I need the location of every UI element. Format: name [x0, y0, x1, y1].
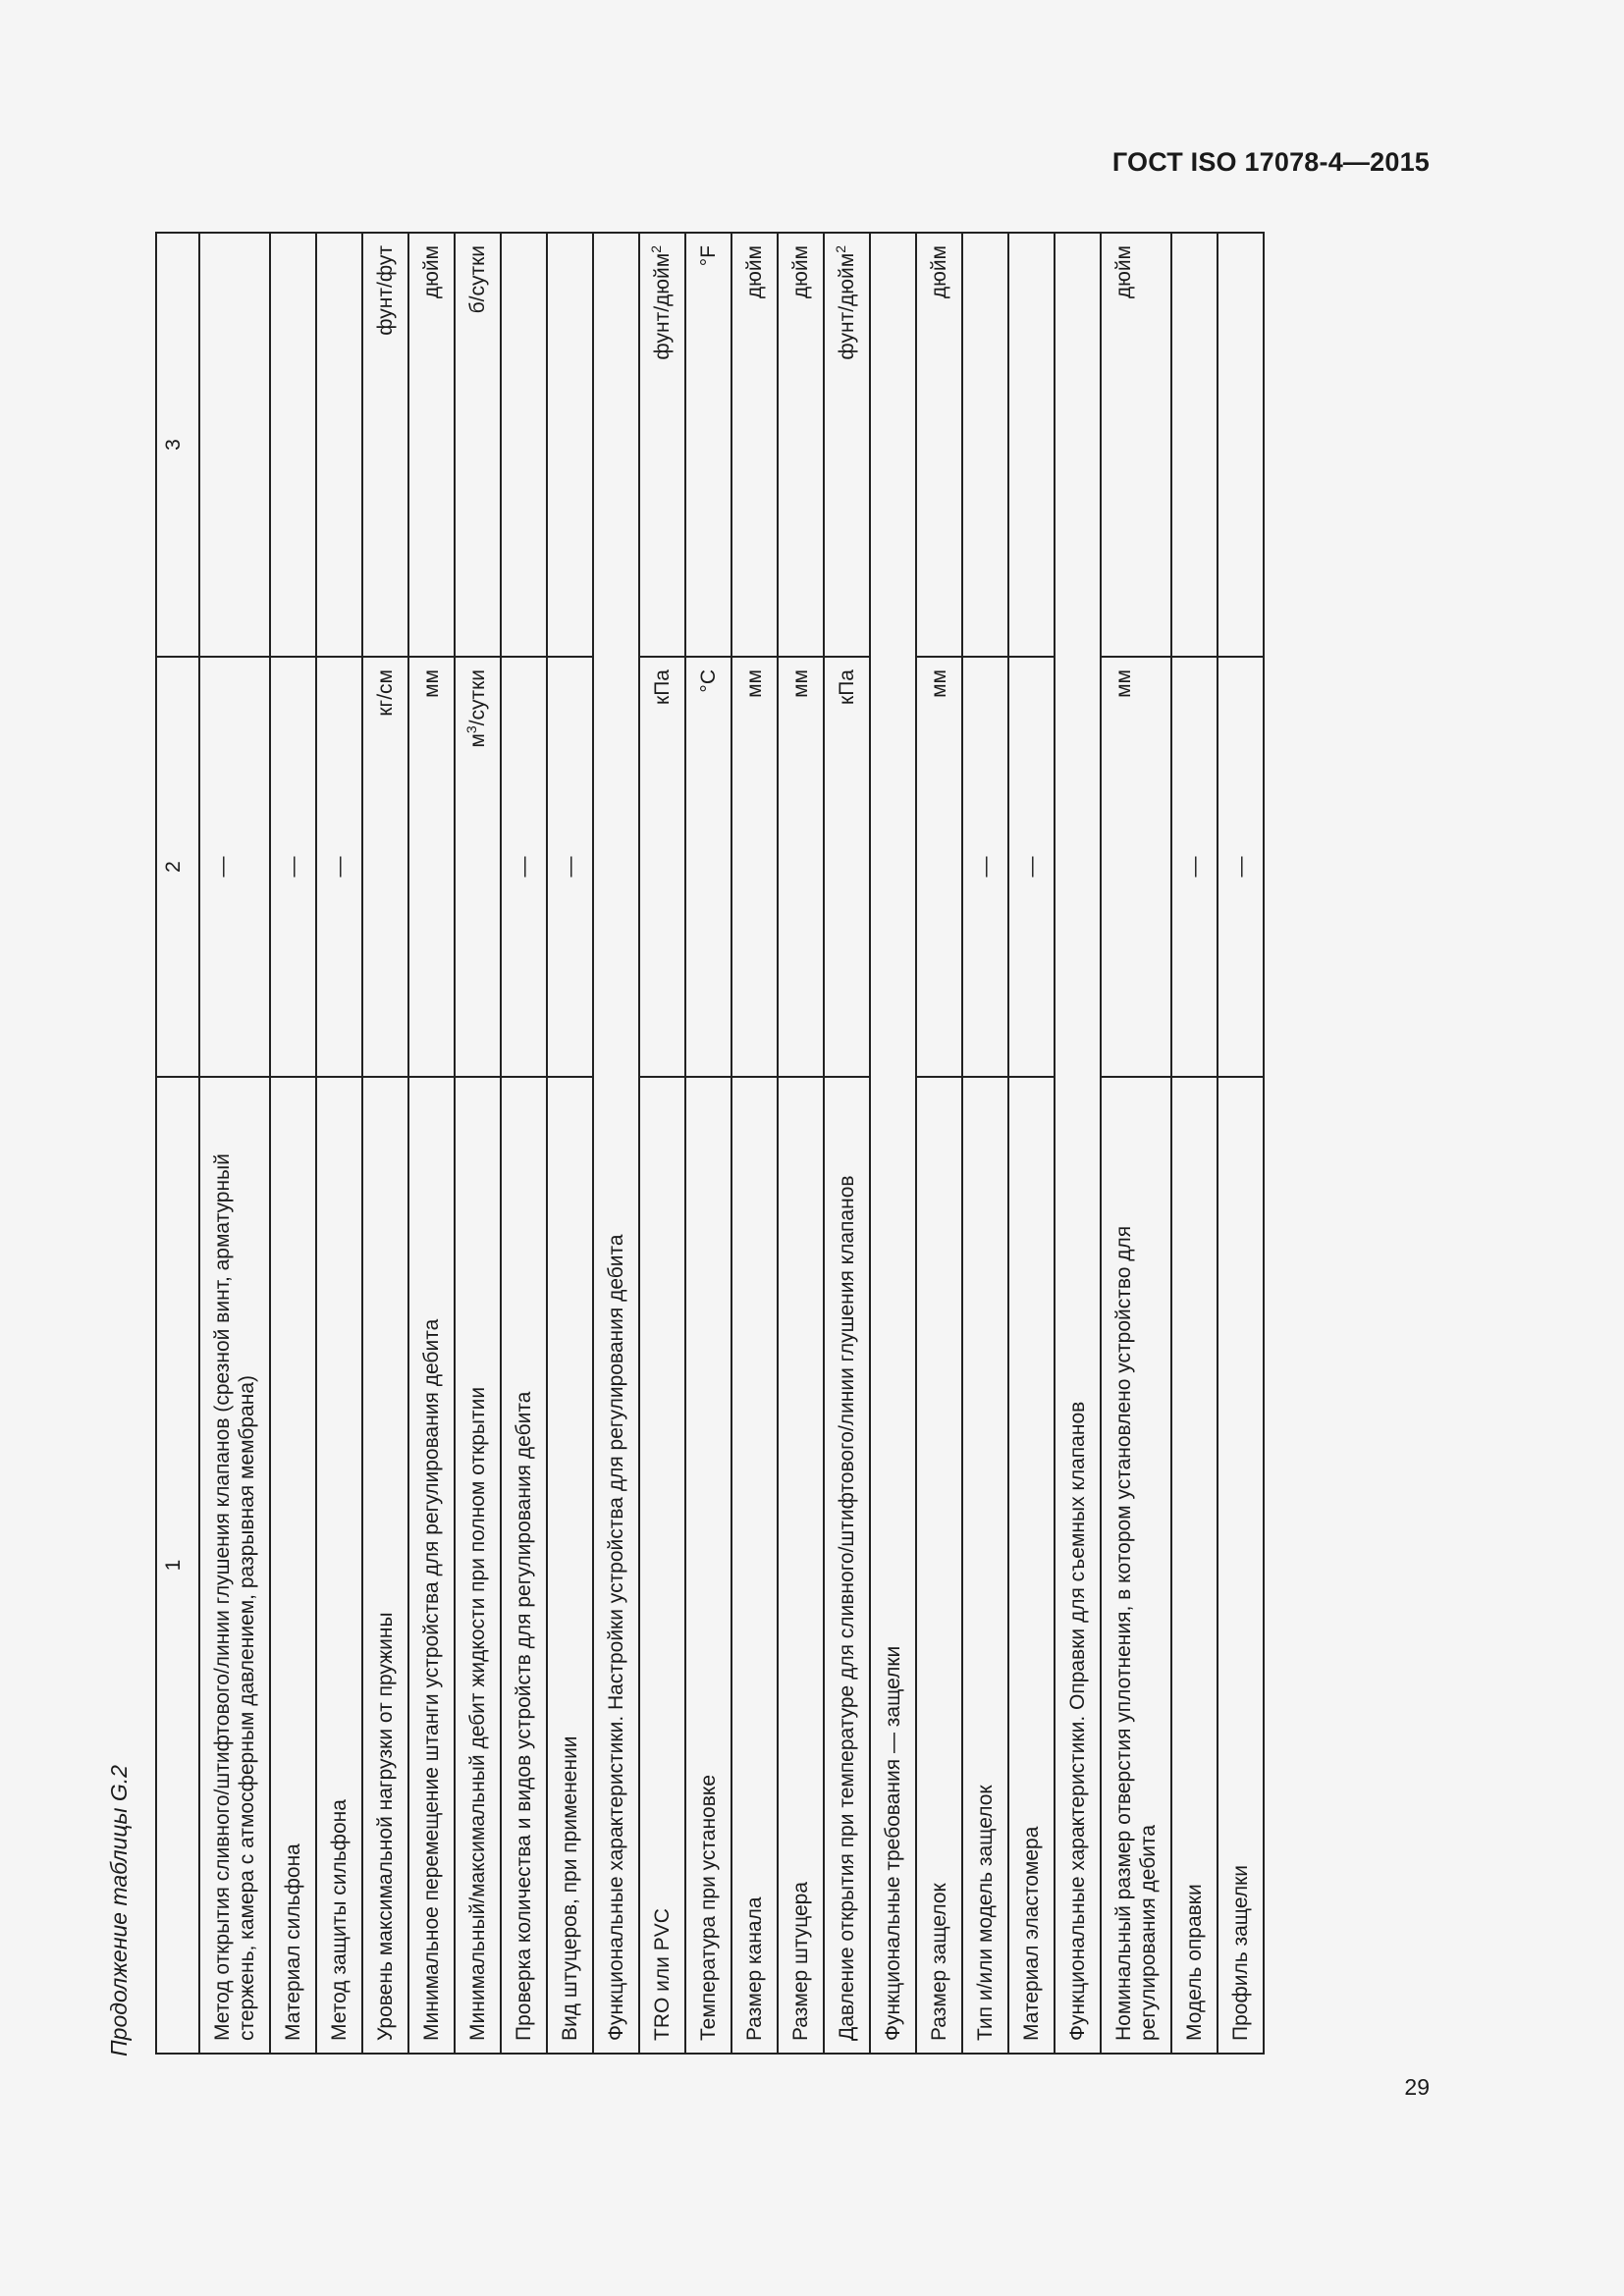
unit-us-cell [199, 233, 270, 657]
parameter-cell: Проверка количества и видов устройств для регулирования дебита [501, 1077, 547, 2054]
unit-us-cell [731, 233, 778, 657]
table-row [501, 233, 547, 2054]
unit-si-cell [685, 657, 731, 1077]
unit-si-cell [639, 657, 685, 1077]
parameter-cell: Метод защиты сильфона [316, 1077, 362, 2054]
unit-si-cell [455, 657, 501, 1077]
table-row [916, 233, 962, 2054]
unit-si-text: мм [928, 669, 950, 698]
section-title-cell: Функциональные характеристики. Оправки для съемных клапанов [1055, 233, 1101, 2054]
table-row [685, 233, 731, 2054]
unit-si-cell [824, 657, 870, 1077]
unit-si-cell [270, 657, 316, 1077]
unit-si-suffix: /сутки [466, 669, 489, 726]
unit-si-cell [731, 657, 778, 1077]
table-row [1218, 233, 1264, 2054]
table-row [1008, 233, 1055, 2054]
unit-us-text: дюйм [743, 245, 766, 299]
unit-si-text: мм [789, 669, 812, 698]
parameter-cell: Минимальное перемещение штанги устройства для регулирования дебита [408, 1077, 455, 2054]
unit-si-cell [408, 657, 455, 1077]
parameter-cell: Тип и/или модель защелок [962, 1077, 1008, 2054]
parameter-cell: Температура при установке [685, 1077, 731, 2054]
parameter-cell: Минимальный/максимальный дебит жидкости при полном открытии [455, 1077, 501, 2054]
parameter-cell: Размер канала [731, 1077, 778, 2054]
table-section-row [1055, 233, 1101, 2054]
unit-si-cell [778, 657, 824, 1077]
parameter-cell: Размер штуцера [778, 1077, 824, 2054]
unit-us-cell [639, 233, 685, 657]
parameter-cell: Профиль защелки [1218, 1077, 1264, 2054]
unit-si-text: — [328, 856, 351, 878]
unit-si-text: — [1229, 856, 1252, 878]
unit-si-text: мм [1112, 669, 1135, 698]
parameter-cell: Метод открытия сливного/штифтового/линии глушения клапанов (срезной винт, арматурный стержень, камера с атмосферным давлением, разрывная мембрана) [199, 1077, 270, 2054]
unit-si-cell [316, 657, 362, 1077]
column-header-2: 2 [156, 657, 199, 1077]
unit-si-text: м [466, 733, 489, 748]
parameter-cell: Давление открытия при температуре для сливного/штифтового/линии глушения клапанов [824, 1077, 870, 2054]
parameter-cell: Уровень максимальной нагрузки от пружины [362, 1077, 408, 2054]
page-number: 29 [1404, 2074, 1430, 2100]
unit-si-cell [916, 657, 962, 1077]
table-row [199, 233, 270, 2054]
unit-si-cell [1218, 657, 1264, 1077]
unit-si-cell [362, 657, 408, 1077]
table-row [362, 233, 408, 2054]
unit-us-cell [547, 233, 593, 657]
unit-si-text: — [513, 856, 535, 878]
unit-si-text: мм [743, 669, 766, 698]
unit-si-text: — [211, 856, 234, 878]
section-title-cell: Функциональные требования — защелки [870, 233, 916, 2054]
unit-si-cell [1008, 657, 1055, 1077]
unit-us-text: дюйм [928, 245, 950, 299]
unit-us-cell [455, 233, 501, 657]
unit-us-superscript: 2 [833, 245, 848, 253]
parameter-cell: Номинальный размер отверстия уплотнения, в котором установлено устройство для регулирования дебита [1101, 1077, 1171, 2054]
unit-us-cell [1171, 233, 1218, 657]
table-row [1171, 233, 1218, 2054]
section-title-cell: Функциональные характеристики. Настройки устройства для регулирования дебита [593, 233, 639, 2054]
unit-si-superscript: 3 [463, 725, 479, 734]
unit-us-text: б/сутки [466, 245, 489, 314]
parameter-cell: Модель оправки [1171, 1077, 1218, 2054]
unit-si-text: мм [420, 669, 443, 698]
table-row [962, 233, 1008, 2054]
parameter-cell: Вид штуцеров, при применении [547, 1077, 593, 2054]
table-row [455, 233, 501, 2054]
unit-si-cell [1101, 657, 1171, 1077]
unit-us-cell [1008, 233, 1055, 657]
column-header-3: 3 [156, 233, 199, 657]
column-header-1: 1 [156, 1077, 199, 2054]
parameter-cell: Материал сильфона [270, 1077, 316, 2054]
unit-si-text: — [282, 856, 304, 878]
unit-us-cell [270, 233, 316, 657]
unit-us-text: дюйм [420, 245, 443, 299]
unit-us-cell [501, 233, 547, 657]
parameter-cell: Материал эластомера [1008, 1077, 1055, 2054]
unit-us-cell [1218, 233, 1264, 657]
unit-si-text: кПа [836, 669, 858, 705]
table-row [408, 233, 455, 2054]
unit-si-text: — [559, 856, 581, 878]
unit-si-text: — [974, 856, 997, 878]
table-section-row [593, 233, 639, 2054]
table-header-row [156, 233, 199, 2054]
unit-si-text: °С [697, 669, 720, 693]
table-row [1101, 233, 1171, 2054]
table-row [639, 233, 685, 2054]
unit-si-cell [962, 657, 1008, 1077]
unit-us-text: °F [697, 245, 720, 267]
table-caption: Продолжение таблицы G.2 [106, 1765, 132, 2056]
unit-us-cell [316, 233, 362, 657]
table-body [199, 233, 1264, 2054]
unit-us-cell [962, 233, 1008, 657]
parameter-cell: Размер защелок [916, 1077, 962, 2054]
specification-table [155, 232, 1265, 2055]
table-row [316, 233, 362, 2054]
table-container [155, 234, 1415, 2055]
unit-us-cell [362, 233, 408, 657]
unit-us-cell [1101, 233, 1171, 657]
unit-si-cell [1171, 657, 1218, 1077]
unit-us-cell [408, 233, 455, 657]
unit-si-cell [501, 657, 547, 1077]
unit-si-text: кПа [651, 669, 674, 705]
unit-us-cell [778, 233, 824, 657]
document-standard-header: ГОСТ ISO 17078-4—2015 [1111, 147, 1430, 177]
unit-us-cell [916, 233, 962, 657]
unit-us-text: дюйм [1112, 245, 1135, 299]
table-section-row [870, 233, 916, 2054]
unit-us-text: фунт/фут [374, 245, 397, 336]
table-row [731, 233, 778, 2054]
table-row [778, 233, 824, 2054]
parameter-cell: TRO или PVC [639, 1077, 685, 2054]
unit-si-text: — [1183, 856, 1206, 878]
unit-us-superscript: 2 [648, 245, 664, 253]
unit-si-cell [199, 657, 270, 1077]
unit-si-cell [547, 657, 593, 1077]
table-row [270, 233, 316, 2054]
unit-si-text: — [1020, 856, 1043, 878]
unit-us-text: фунт/дюйм [836, 252, 858, 360]
unit-us-cell [824, 233, 870, 657]
unit-us-text: фунт/дюйм [651, 252, 674, 360]
unit-si-text: кг/см [374, 669, 397, 717]
unit-us-text: дюйм [789, 245, 812, 299]
table-row [824, 233, 870, 2054]
table-row [547, 233, 593, 2054]
unit-us-cell [685, 233, 731, 657]
